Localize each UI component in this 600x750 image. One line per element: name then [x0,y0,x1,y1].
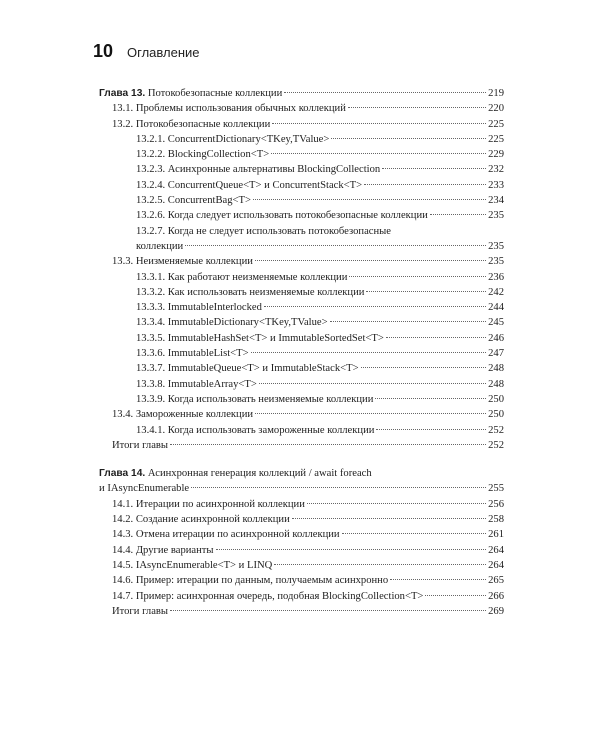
toc-entry[interactable] [99,270,504,285]
entry-title: 13.1. Проблемы использования обычных коллекций [112,103,346,115]
entry-title: 13.2.5. ConcurrentBag<T> [136,195,251,207]
page-ref: 261 [488,529,504,541]
entry-title: 13.3.9. Когда использовать неизменяемые коллекции [136,393,374,405]
entry-title: 14.3. Отмена итерации по асинхронной коллекции [112,529,340,541]
page-ref: 264 [488,544,504,556]
toc-entry[interactable] [99,193,504,208]
entry-title: 13.3.5. ImmutableHashSet<T> и ImmutableSortedSet<T> [136,332,384,344]
entry-title: коллекции [136,240,184,252]
page-number: 10 [93,41,114,61]
dot-leader [430,214,486,215]
entry-title: Итоги главы [112,605,169,617]
toc-entry[interactable] [99,377,504,392]
page-ref: 219 [488,88,504,99]
toc-chapter-13[interactable] [99,86,504,101]
toc-entry[interactable] [99,147,504,162]
toc-entry[interactable] [99,573,504,588]
entry-title: Итоги главы [112,439,169,451]
page-ref: 244 [488,302,504,314]
entry-title: 13.2.2. BlockingCollection<T> [136,149,270,161]
dot-leader [375,398,486,399]
toc-entry[interactable] [99,361,504,376]
entry-title: 14.7. Пример: асинхронная очередь, подобная BlockingCollection<T> [112,590,424,602]
entry-title: 13.4. Замороженные коллекции [112,409,254,421]
chapter-title: Потокобезопасные коллекции [147,88,283,99]
page-ref: 252 [488,439,504,451]
toc-entry[interactable] [99,423,504,438]
page-ref: 250 [488,393,504,405]
entry-title: 13.3.7. ImmutableQueue<T> и ImmutableStack<T> [136,363,359,375]
entry-title: 13.2.1. ConcurrentDictionary<TKey,TValue> [136,133,330,145]
dot-leader [382,168,486,169]
toc-entry[interactable] [99,208,504,223]
dot-leader [386,337,486,338]
dot-leader [216,549,487,550]
toc-entry[interactable] [99,101,504,116]
entry-title: 13.4.1. Когда использовать замороженные коллекции [136,424,375,436]
toc-entry[interactable] [99,407,504,422]
toc-entry[interactable] [99,497,504,512]
dot-leader [191,487,486,488]
dot-leader [272,123,486,124]
toc-entry-summary[interactable] [99,604,504,619]
toc-entry[interactable] [99,331,504,346]
chapter-label: Глава 14. [99,468,146,480]
toc-entry[interactable] [99,117,504,132]
toc-entry[interactable] [99,589,504,604]
dot-leader [376,429,486,430]
page-ref: 242 [488,286,504,298]
dot-leader [348,107,486,108]
entry-title: 13.2. Потокобезопасные коллекции [112,118,271,130]
dot-leader [425,595,486,596]
dot-leader [259,383,486,384]
dot-leader [185,245,486,246]
page-ref: 252 [488,424,504,436]
entry-title: 13.2.4. ConcurrentQueue<T> и ConcurrentStack<T> [136,179,363,191]
page-ref: 225 [488,118,504,130]
chapter-label: Глава 13. [99,88,146,99]
dot-leader [366,291,486,292]
page-ref: 265 [488,575,504,587]
page-ref: 245 [488,317,504,329]
toc-entry[interactable] [99,315,504,330]
page-ref: 266 [488,590,504,602]
entry-title: 14.6. Пример: итерации по данным, получаемым асинхронно [112,575,389,587]
page-ref: 236 [488,271,504,283]
toc-entry[interactable] [99,285,504,300]
page-ref: 258 [488,514,504,526]
toc-chapter-14-line1[interactable] [99,466,504,481]
toc-entry[interactable] [99,346,504,361]
dot-leader [330,321,487,322]
dot-leader [331,138,486,139]
toc-entry[interactable] [99,512,504,527]
chapter-title: Асинхронная генерация коллекций / await foreach [147,468,372,480]
entry-title: 14.5. IAsyncEnumerable<T> и LINQ [112,559,273,571]
running-title: Оглавление [127,45,200,60]
page-ref: 235 [488,240,504,252]
toc-entry[interactable] [99,178,504,193]
toc-entry[interactable] [99,239,504,254]
chapter-spacer [99,453,504,466]
dot-leader [364,184,486,185]
page-header [93,41,200,67]
dot-leader [255,260,486,261]
dot-leader [271,153,486,154]
dot-leader [284,92,486,93]
entry-title: 13.2.6. Когда следует использовать потокобезопасные коллекции [136,210,428,222]
dot-leader [390,579,486,580]
page-ref: 232 [488,164,504,176]
page-ref: 248 [488,363,504,375]
entry-title: 13.3.8. ImmutableArray<T> [136,378,257,390]
page-ref: 246 [488,332,504,344]
dot-leader [253,199,486,200]
dot-leader [170,610,486,611]
toc-entry[interactable] [99,558,504,573]
dot-leader [349,276,486,277]
entry-title: 14.2. Создание асинхронной коллекции [112,514,290,526]
page-ref: 235 [488,256,504,268]
table-of-contents [99,86,504,619]
page-ref: 247 [488,348,504,360]
entry-title: 13.3.4. ImmutableDictionary<TKey,TValue> [136,317,328,329]
toc-entry-summary[interactable] [99,438,504,453]
page-ref: 250 [488,409,504,421]
entry-title: 13.3.6. ImmutableList<T> [136,348,249,360]
page-ref: 234 [488,195,504,207]
dot-leader [307,503,486,504]
entry-title: 13.3.1. Как работают неизменяемые коллекции [136,271,348,283]
page-ref: 269 [488,605,504,617]
page-ref: 220 [488,103,504,115]
dot-leader [264,306,486,307]
page-ref: 225 [488,133,504,145]
page-ref: 229 [488,149,504,161]
page-ref: 264 [488,559,504,571]
dot-leader [251,352,487,353]
page-ref: 248 [488,378,504,390]
chapter-title-cont: и IAsyncEnumerable [99,483,190,495]
page-ref: 233 [488,179,504,191]
entry-title: 13.3.2. Как использовать неизменяемые коллекции [136,286,365,298]
toc-entry[interactable] [99,300,504,315]
toc-entry[interactable] [99,162,504,177]
toc-entry[interactable] [99,543,504,558]
page-ref: 256 [488,498,504,510]
toc-entry[interactable] [99,527,504,542]
dot-leader [292,518,486,519]
entry-title: 14.1. Итерации по асинхронной коллекции [112,498,305,510]
dot-leader [170,444,486,445]
dot-leader [361,367,487,368]
dot-leader [255,413,486,414]
entry-title: 13.3. Неизменяемые коллекции [112,256,253,268]
dot-leader [342,533,487,534]
entry-title: 14.4. Другие варианты [112,544,214,556]
toc-chapter-14[interactable] [99,481,504,496]
page-ref: 255 [488,483,504,495]
toc-entry[interactable] [99,132,504,147]
dot-leader [274,564,486,565]
toc-entry[interactable] [99,254,504,269]
toc-entry[interactable] [99,392,504,407]
page-ref: 235 [488,210,504,222]
entry-title: 13.2.3. Асинхронные альтернативы BlockingCollection [136,164,381,176]
entry-title: 13.3.3. ImmutableInterlocked [136,302,262,314]
toc-entry-wrapped-line[interactable]: 13.2.7. Когда не следует использовать потокобезопасные [136,225,391,237]
